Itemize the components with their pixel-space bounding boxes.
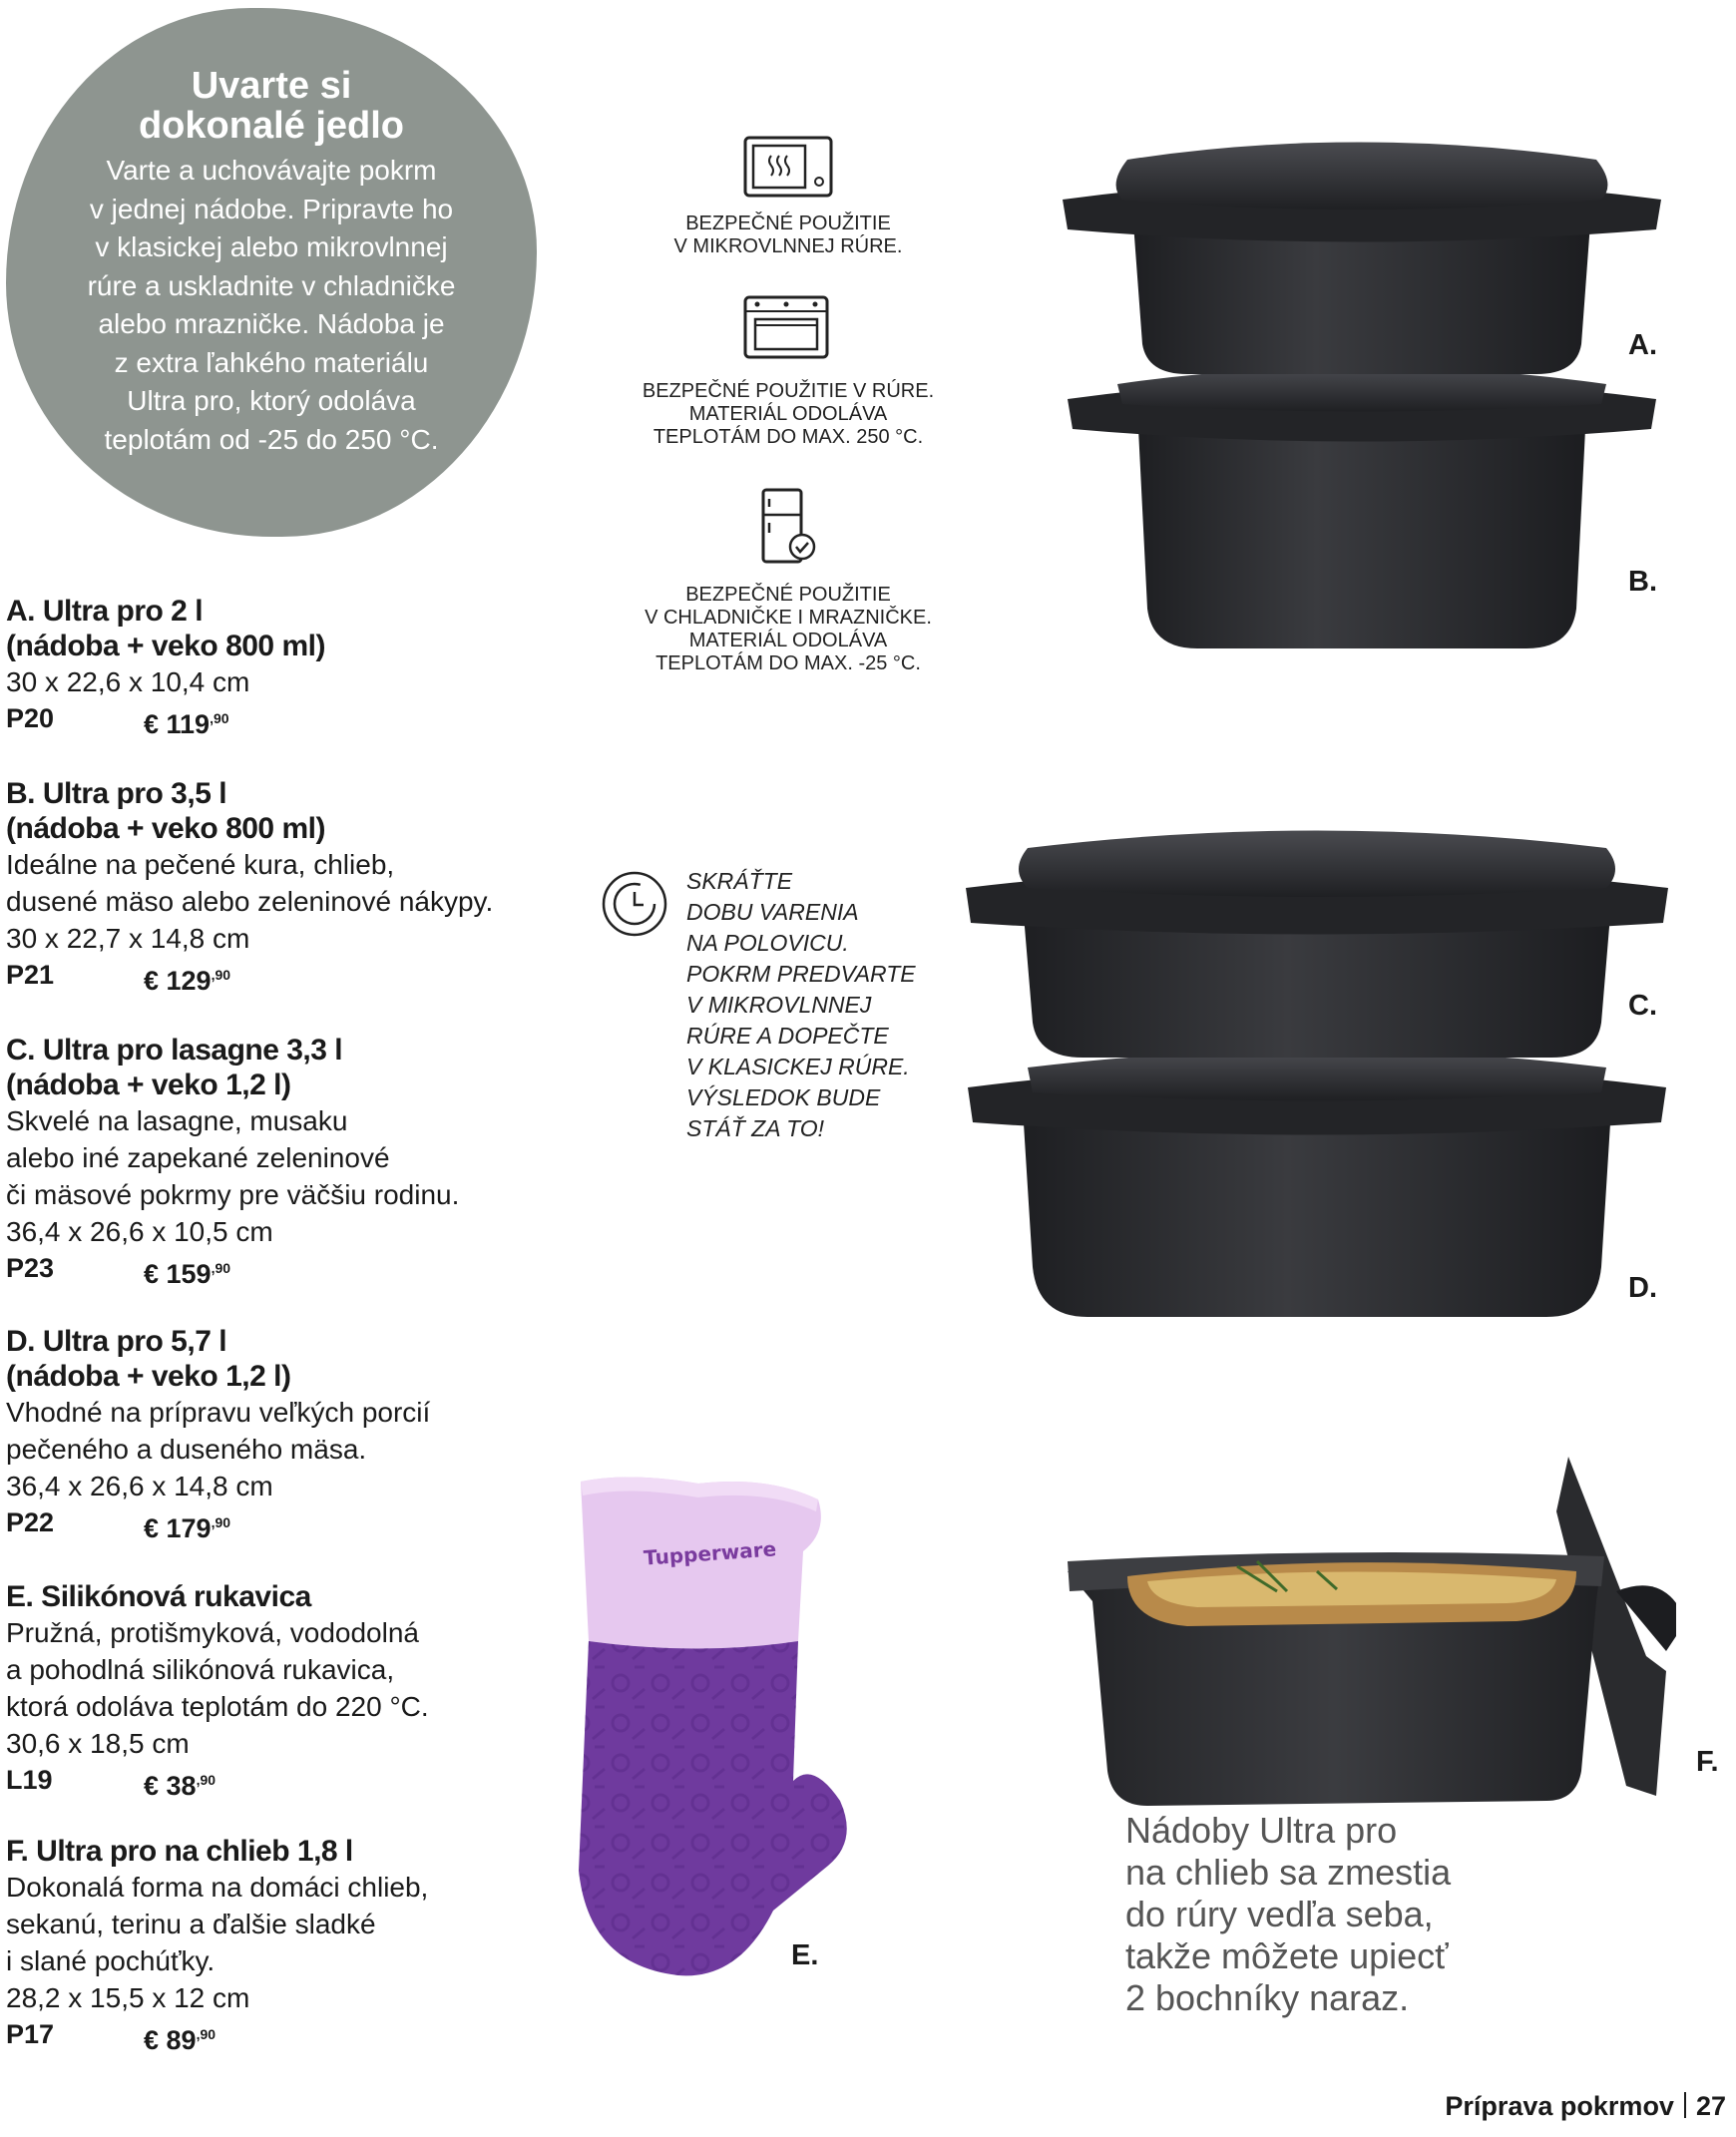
product-price-row <box>6 1504 565 1543</box>
product-code: P17 <box>6 2019 55 2049</box>
product-e: E. Silikónová rukavica Pružná, protišmyková, vododolná a pohodlná silikónová rukavica, ktorá odoláva teplotám do 220 °C. 30,6 x 18,5 cm L19 € $38^{,90}$ <box>6 1579 565 1798</box>
footer-section: Príprava pokrmov <box>1445 2091 1674 2121</box>
photo-letter-a: A. <box>1628 329 1657 361</box>
product-dims: 30 x 22,6 x 10,4 cm <box>6 666 250 697</box>
product-code: P22 <box>6 1507 55 1537</box>
photo-letter-d: D. <box>1628 1272 1657 1304</box>
photo-containers-a-b <box>1058 130 1666 668</box>
product-b: B. Ultra pro 3,5 l (nádoba + veko 800 ml) Ideálne na pečené kura, chlieb, dusené mäso alebo zeleninové nákypy. 30 x 22,7 x 14,8 cm P21 € $129^{,90}$ <box>6 776 565 993</box>
product-c: C. Ultra pro lasagne 3,3 l (nádoba + veko 1,2 l) Skvelé na lasagne, musaku alebo iné zapekané zeleninové či mäsové pokrmy pre väčšiu rodinu. 36,4 x 26,6 x 10,5 cm P23 € $159^{,90}$ <box>6 1033 565 1286</box>
photo-letter-f: F. <box>1696 1746 1719 1778</box>
product-price-row <box>6 700 565 739</box>
oven-icon <box>743 295 829 359</box>
page-number: 27 <box>1695 2091 1726 2121</box>
tip-text: SKRÁŤTE DOBU VARENIA NA POLOVICU. POKRM PREDVARTE V MIKROVLNNEJ RÚRE A DOPEČTE V KLASICKEJ RÚRE. VÝSLEDOK BUDE STÁŤ ZA TO! <box>686 868 916 1141</box>
product-price-row <box>6 1250 565 1289</box>
microwave-icon <box>743 136 833 198</box>
product-price-row <box>6 2016 565 2055</box>
photo-letter-e: E. <box>791 1939 819 1971</box>
photo-letter-b: B. <box>1628 566 1657 598</box>
product-price: € $179^{,90}$ <box>144 1513 231 1543</box>
feature-fridge: BEZPEČNÉ POUŽITIE V CHLADNIČKE I MRAZNIČKE. MATERIÁL ODOLÁVA TEPLOTÁM DO MAX. -25 °C. <box>645 584 932 674</box>
page-footer <box>1445 2091 1726 2122</box>
product-dims: 36,4 x 26,6 x 14,8 cm <box>6 1471 273 1501</box>
product-d: D. Ultra pro 5,7 l (nádoba + veko 1,2 l) Vhodné na prípravu veľkých porcií pečeného a duseného mäsa. 36,4 x 26,6 x 14,8 cm P22 € $179^{,90}$ <box>6 1324 565 1540</box>
bread-caption: Nádoby Ultra pro na chlieb sa zmestia do rúry vedľa seba, takže môžete upiecť 2 bochníky naraz. <box>1125 1810 1452 2018</box>
photo-letter-c: C. <box>1628 990 1657 1022</box>
product-code: L19 <box>6 1765 53 1795</box>
product-price: € $159^{,90}$ <box>144 1259 231 1289</box>
product-price: € $119^{,90}$ <box>144 709 229 739</box>
fridge-icon <box>760 487 818 565</box>
product-code: P21 <box>6 960 55 990</box>
product-price-row <box>6 957 565 996</box>
photo-bread-pan <box>1058 1452 1676 1826</box>
glove-brand: Tupperware <box>643 1536 777 1570</box>
product-price: € $38^{,90}$ <box>144 1771 217 1801</box>
product-code: P20 <box>6 703 55 733</box>
product-dims: 30 x 22,7 x 14,8 cm <box>6 923 250 954</box>
intro-text: Varte a uchovávajte pokrm v jednej nádobe. Pripravte ho v klasickej alebo mikrovlnnej rúre a uskladnite v chladničke alebo mrazničke. Nádoba je z extra ľahkého materiálu Ultra pro, ktorý odoláva teplotám od -25 do 250 °C. <box>87 155 456 455</box>
product-price-row <box>6 1762 565 1801</box>
product-price: € $129^{,90}$ <box>144 966 231 996</box>
product-price: € $89^{,90}$ <box>144 2025 217 2055</box>
clock-icon <box>601 870 668 938</box>
product-dims: 30,6 x 18,5 cm <box>6 1728 190 1759</box>
intro-title: Uvarte si dokonalé jedlo <box>138 65 405 147</box>
product-f: F. Ultra pro na chlieb 1,8 l Dokonalá forma na domáci chlieb, sekanú, terinu a ďalšie sladké i slané pochúťky. 28,2 x 15,5 x 12 cm P17 € $89^{,90}$ <box>6 1834 565 2052</box>
product-code: P23 <box>6 1253 55 1283</box>
product-dims: 36,4 x 26,6 x 10,5 cm <box>6 1216 273 1247</box>
photo-containers-c-d <box>958 818 1676 1327</box>
product-dims: 28,2 x 15,5 x 12 cm <box>6 1982 250 2013</box>
product-a: A. Ultra pro 2 l (nádoba + veko 800 ml) 30 x 22,6 x 10,4 cm P20 € $119^{,90}$ <box>6 594 565 736</box>
feature-oven: BEZPEČNÉ POUŽITIE V RÚRE. MATERIÁL ODOLÁVA TEPLOTÁM DO MAX. 250 °C. <box>642 380 935 448</box>
feature-microwave: BEZPEČNÉ POUŽITIE V MIKROVLNNEJ RÚRE. <box>673 213 903 257</box>
